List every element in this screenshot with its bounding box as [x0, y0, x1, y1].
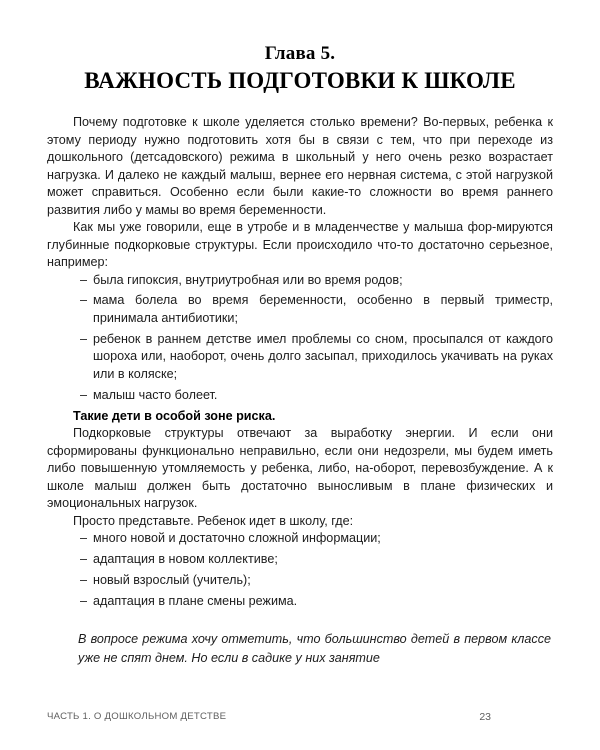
- list-item: – новый взрослый (учитель);: [47, 572, 553, 590]
- paragraph-imagine-school: Просто представьте. Ребенок идет в школу, где:: [73, 513, 354, 528]
- list-item: – мама болела во время беременности, особенно в первый триместр, принимала антибиотики;: [47, 292, 553, 327]
- list-item: – адаптация в новом коллективе;: [47, 551, 553, 569]
- page-footer: [47, 711, 553, 727]
- page-title: ВАЖНОСТЬ ПОДГОТОВКИ К ШКОЛЕ: [84, 68, 516, 93]
- list-item: – много новой и достаточно сложной информации;: [47, 530, 553, 548]
- italic-note-block: [47, 630, 553, 668]
- list-item: – ребенок в раннем детстве имел проблемы со сном, просыпался от каждого шороха или, наоборот, очень долго засыпал, приходилось укачивать на руках или в коляске;: [47, 331, 553, 384]
- note-text: В вопросе режима хочу отметить, что большинство детей в первом классе уже не спят днем. Но если в садике у них занятие: [78, 632, 551, 666]
- risk-factors-list: [47, 272, 553, 405]
- list-item: – была гипоксия, внутриутробная или во время родов;: [47, 272, 553, 290]
- paragraph-subcortical-structures: Как мы уже говорили, еще в утробе и в младенчестве у малыша фор-мируются глубинные подкорковые структуры. Если происходило что-то достаточно серьезное, например:: [47, 220, 553, 269]
- list-item: – малыш часто болеет.: [47, 387, 553, 405]
- paragraph-intro: Почему подготовке к школе уделяется столько времени? Во-первых, ребенка к этому периоду нужно подготовить хотя бы в связи с тем, что при переходе из дошкольного (детсадовского) режима в школьный у него очень резко возрастает нагрузка. И далеко не каждый малыш, вернее его нервная система, с этой нагрузкой может справиться. Особенно если были какие-то сложности во время раннего развития либо у мамы во время беременности.: [47, 115, 553, 217]
- emphasis-line-risk-zone: Такие дети в особой зоне риска.: [73, 408, 276, 423]
- running-head: ЧАСТЬ 1. О ДОШКОЛЬНОМ ДЕТСТВЕ: [47, 711, 227, 722]
- paragraph-energy-production: Подкорковые структуры отвечают за выработку энергии. И если они сформированы функционально неправильно, если они недозрели, мы будем иметь либо повышенную утомляемость у ребенка, либо, на-оборот, перевозбуждение. А к школе малыш должен быть достаточно выносливым в плане физических и эмоциональных нагрузок.: [47, 426, 553, 511]
- body-text-column: [47, 114, 553, 668]
- chapter-number: Глава 5.: [264, 43, 336, 64]
- chapter-heading: [47, 42, 553, 95]
- page-number: 23: [479, 711, 491, 723]
- school-challenges-list: [47, 530, 553, 610]
- list-item: – адаптация в плане смены режима.: [47, 593, 553, 611]
